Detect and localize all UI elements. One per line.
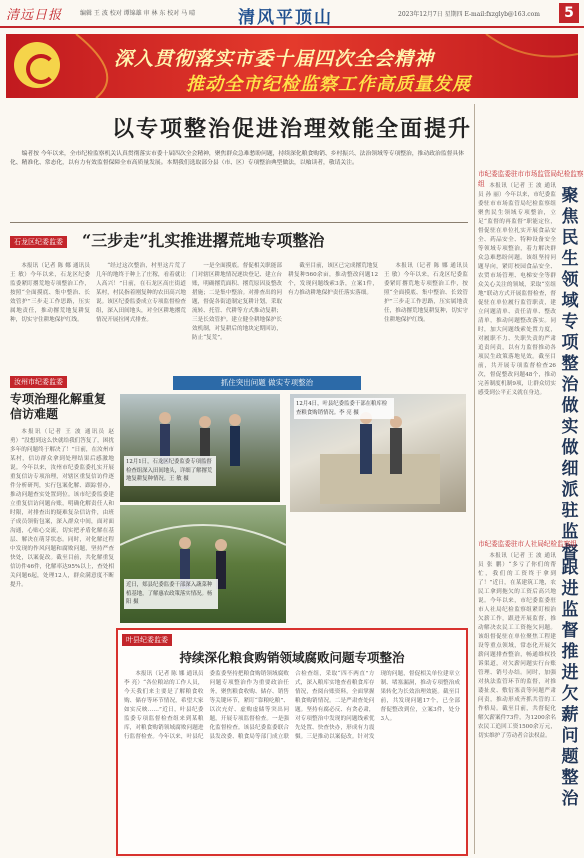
story2-body: 本报讯（记者 王 波 通讯员 赵 勇）“没想到这么快就给我们答复了，困扰多年的问题终于解决了！”日前，在汝州市某村，信访群众拿到处理结果后感激地说。今年以来，汝州市纪委监委扎实开展重复信访专项治理，对辖区重复信访件逐件分析研判，实行包案化解、跟踪督办，推动问题查实处置到位。该市纪委监委建立重复信访问题台账，明确化解责任人和时限，对排查出的疑难复杂信访件，由班子成员领衔包案，深入群众中间，面对面沟通，心贴心交流，切实把矛盾化解在基层、解决在萌芽状态。同时，对化解过程中发现的作风问题和腐败问题，坚持严查快处，以案促改。截至目前，共化解重复信访件46件，化解率达95%以上，查处相关问题6起，处理12人，群众满意度不断提升。 bbox=[10, 429, 114, 588]
banner-line-1: 深入贯彻落实市委十届四次全会精神 bbox=[114, 48, 435, 70]
editor-credits: 编辑 王 波 校对 谭锦雄 审 林 东 校对 马 晴 bbox=[80, 10, 196, 17]
story1-col-4: 截至目前，该区已完成撂荒地复耕复种560余亩，推动整改问题12个，发现问题线索3条，立案1件，有力推动耕地保护责任落实落细。 bbox=[288, 263, 378, 296]
story2-title: 专项治理化解重复信访难题 bbox=[10, 392, 107, 421]
photo-caption-3: 近日，郏县纪委监委干部深入蔬菜种植基地，了解惠农政策落实情况。杨 阳 摄 bbox=[124, 579, 218, 609]
photo-gallery-title: 抓住突出问题 做实专项整治 bbox=[173, 376, 361, 390]
right-story2-body: 本报讯（记者 王 波 通讯员 张 鹏）“多亏了你们的帮忙，我们的工资终于拿到了！”近日，在某建筑工地，农民工拿到拖欠的工资后高兴地说。今年以来，市纪委监委驻市人社局纪检监察组紧盯根治欠薪工作，跟进开展监督，推动解决农民工工资拖欠问题。该组督促驻在单位聚焦工程建设等重点领域，常态化开展欠薪问题排查整治，畅通维权投诉渠道，对欠薪问题实行台账管理、销号办结。同时，加强对执法监管环节的监督，对推诿扯皮、敷衍塞责等问题严肃问责，推动形成齐抓共管的工作格局。截至目前，共督促化解欠薪案件73件，为1200余名农民工追回工资1500余万元，切实维护了劳动者合法权益。 bbox=[478, 553, 556, 739]
story1-col-1: 本报讯（记者 陈 娜 通讯员 王 敏）今年以来，石龙区纪委监委紧盯撂荒地专项整治工作，按照“全面摸底、集中整治、长效管护”三步走工作思路，压实属地责任，推动撂荒地复耕复种，切实守住耕地保护红线。 bbox=[10, 263, 90, 323]
page-number: 5 bbox=[559, 3, 579, 23]
field-scene-icon bbox=[120, 394, 280, 502]
story3-body: 本报讯（记者 陈 娜 通讯员 李 亮）“各位粮站的工作人员，今天我们来主要是了解粮食收购、储存等环节情况，希望大家如实反映……”近日，叶县纪委监委专项监督检查组来到某粮库，对粮食购销领域腐败问题进行监督检查。今年以来，叶县纪委监委坚持把粮食购销领域腐败问题专项整治作为重要政治任务，聚焦粮食收购、储存、销售等关键环节，紧盯“靠粮吃粮”、以次充好、虚购虚储等突出问题，开展专项监督检查。一是强化监督检查。该县纪委监委联合县发改委、粮食局等部门成立联合检查组，采取“四不两直”方式，深入粮库实地查看粮食库存情况，查阅台账资料，全面掌握粮食购销情况。二是严肃查处问题。坚持有腐必反、有贪必肃，对专项整治中发现的问题线索优先处置、快查快办，形成有力震慑。三是推动以案促改。针对发现的问题，督促相关单位建章立制、堵塞漏洞，推动专项整治成果转化为长效治理效能。截至目前，共发现问题17个，已全部督促整改到位，立案3件，处分3人。 bbox=[124, 671, 460, 740]
story1-tag: 石龙区纪委监委 bbox=[10, 236, 67, 248]
right-story1-tag: 市纪委监委驻市市场监管局纪检监察组 bbox=[478, 170, 584, 188]
editor-note: 编者按 今年以来，全市纪检监察机关认真贯彻落实市委十届四次全会精神，聚焦群众急难愁盼问题，持续深化粮食购销、乡村振兴、法治领域等专项整治，推动政治监督具体化、精准化、常态化，以有力有效监督保障全市高质量发展。本期我们选取部分县（市、区）专项整治典型做法，以飨读者，敬请关注。 bbox=[10, 151, 465, 166]
photo-granary bbox=[290, 394, 466, 512]
photo-field-inspection bbox=[120, 394, 280, 502]
section-title: 清风平顶山 bbox=[238, 8, 333, 28]
theme-banner bbox=[6, 34, 578, 98]
newspaper-logo: 清远日报 bbox=[6, 8, 63, 23]
right-story1-title: 聚焦民生领域专项整治 做实做细派驻监督 bbox=[561, 186, 579, 563]
story3-box bbox=[116, 628, 468, 856]
story3-tag: 叶县纪委监委 bbox=[122, 634, 172, 646]
column-divider bbox=[474, 104, 475, 854]
story1-col-3: 一是全面摸底。督促相关职能部门对辖区耕地情况逐块登记、建立台账，明确撂荒面积、撂荒原因及整改措施；二是集中整治。对排查出的问题，督促各街道制定复耕计划，采取流转、托管、代耕等方式推动复耕；三是长效管护。建立健全耕地保护长效机制，对复耕后的地块定期回访，防止“复荒”。 bbox=[192, 263, 282, 341]
story1-title: “三步走”扎实推进撂荒地专项整治 bbox=[82, 231, 325, 250]
story3-title: 持续深化粮食购销领域腐败问题专项整治 bbox=[179, 650, 405, 665]
photo-caption-1: 12月1日，石龙区纪委监委专项监督检查组深入田间地头，详细了解撂荒地复耕复种情况。王 敏 摄 bbox=[124, 456, 216, 486]
right-story2-title: 跟进监督推进欠薪问题整治 bbox=[561, 558, 579, 809]
photo-greenhouse bbox=[120, 505, 286, 623]
photo-caption-2: 12月4日，叶县纪委监委干部在粮库检查粮食购销情况。李 亮 摄 bbox=[294, 398, 394, 419]
story1-col-5: 本报讯（记者 陈 娜 通讯员 王 敏）今年以来，石龙区纪委监委紧盯撂荒地专项整治工作，按照“全面摸底、集中整治、长效管护”三步走工作思路，压实属地责任，推动撂荒地复耕复种，切实守住耕地保护红线。 bbox=[384, 263, 468, 323]
right-story1-body: 本报讯（记者 王 波 通讯员 孙 丽）今年以来，市纪委监委驻市市场监管局纪检监察组聚焦民生领域专项整治，立足“监督的再监督”职能定位，督促驻在单位扎实开展食品安全、药品安全、特种设备安全等领域专项整治，着力解决群众急难愁盼问题。该组坚持问题导向，紧盯校园食品安全、农贸市场管理、电梯安全等群众关心关注的领域，采取“室组地”联动方式开展监督检查，督促驻在单位履行监管职责，建立问题清单、责任清单、整改清单，推动问题整改落实。同时，加大问题线索处置力度，对履职不力、失职失责的严肃追责问责，以有力监督推动各项民生政策落地见效。截至目前，共开展专项监督检查26次，督促整改问题48个，推动完善制度机制9项，让群众切实感受到公平正义就在身边。 bbox=[478, 183, 556, 396]
dateline: 2023年12月7日 星期四 E-mail:fxzglyb@163.com bbox=[398, 11, 540, 18]
main-headline: 以专项整治促进治理效能全面提升 bbox=[111, 116, 472, 142]
story1-col-2: “经过这次整治，村里这片荒了几年的地终于种上了庄稼，看着就让人高兴！”日前，在石龙区高庄街道某村，村民指着刚复种的农田高兴地说。该区纪委监委成立专项监督检查组，深入田间地头，对全区耕地撂荒情况开展拉网式排查。 bbox=[96, 263, 186, 323]
divider bbox=[10, 222, 468, 223]
right-story2-tag: 市纪委监委驻市人社局纪检监察组 bbox=[478, 540, 577, 548]
banner-line-2: 推动全市纪检监察工作高质量发展 bbox=[186, 74, 471, 95]
story2-tag: 汝州市纪委监委 bbox=[10, 376, 67, 388]
